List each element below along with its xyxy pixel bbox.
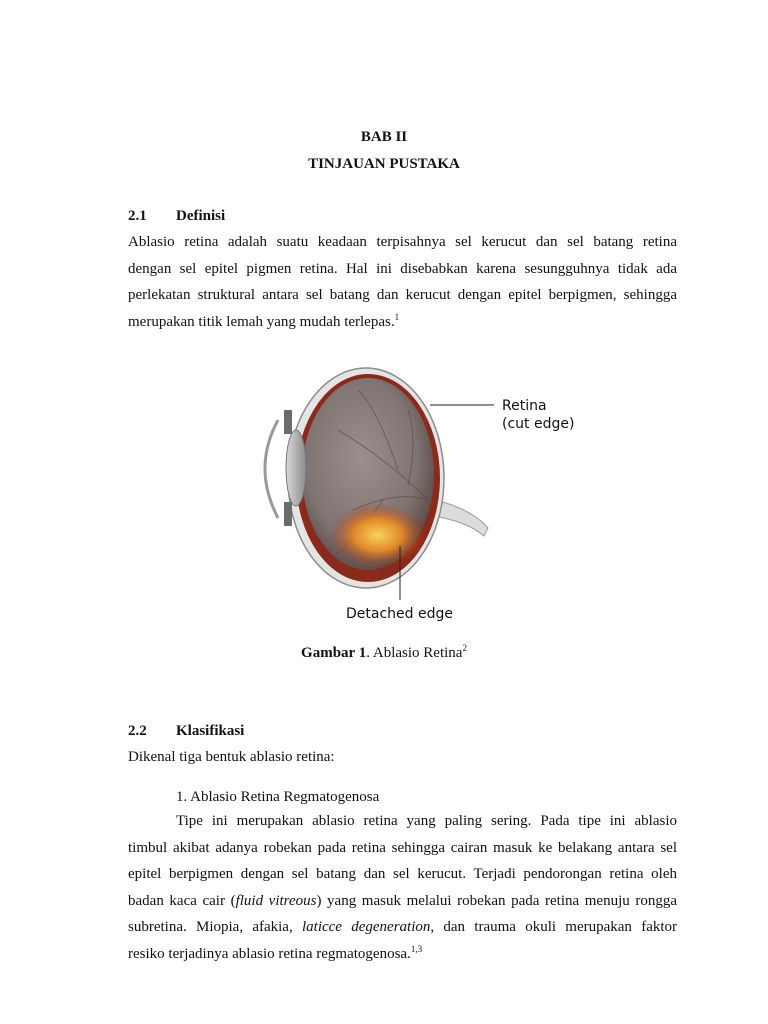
paragraph-line: epitel berpigmen dengan sel batang dan sel kerucut. Terjadi pendorongan retina oleh <box>128 866 677 882</box>
paragraph-line <box>128 914 677 941</box>
paragraph-line <box>128 941 677 968</box>
caption-label: Gambar 1 <box>301 645 367 661</box>
detached-area-shape <box>330 503 426 567</box>
cornea-shape <box>265 420 278 518</box>
eye-figure <box>258 350 588 630</box>
paragraph-line <box>128 309 677 336</box>
klasifikasi-intro <box>128 744 677 771</box>
paragraph-line: Dikenal tiga bentuk ablasio retina: <box>128 749 335 765</box>
section-heading-definisi <box>128 208 225 225</box>
section-heading-klasifikasi <box>128 723 244 740</box>
section-number: 2.2 <box>128 723 147 739</box>
definisi-paragraph <box>128 229 677 335</box>
italic-term: laticce degeneration <box>301 919 431 935</box>
section-title: Klasifikasi <box>176 723 245 739</box>
paragraph-line: Tipe ini merupakan ablasio retina yang paling sering. Pada tipe ini ablasio <box>176 813 677 829</box>
paragraph-line: timbul akibat adanya robekan pada retina sehingga cairan masuk ke belakang antara sel <box>128 839 677 856</box>
eye-illustration <box>258 350 588 630</box>
regmatogenosa-paragraph <box>128 808 677 967</box>
classification-item-1 <box>176 784 677 811</box>
paragraph-line: perlekatan struktural antara sel batang dan kerucut dengan epitel berpigmen, sehingga <box>128 287 677 303</box>
list-item: 1. Ablasio Retina Regmatogenosa <box>176 789 380 805</box>
footnote-ref: 1,3 <box>410 943 423 954</box>
paragraph-text: resiko terjadinya ablasio retina regmatogenosa. <box>128 945 411 962</box>
paragraph-line <box>128 888 677 915</box>
chapter-title: TINJAUAN PUSTAKA <box>308 156 460 172</box>
iris-lower-shape <box>284 502 292 526</box>
figure-caption <box>0 644 768 662</box>
paragraph-text: subretina. Miopia, afakia, <box>128 919 302 935</box>
paragraph-text: , dan trauma okuli merupakan faktor <box>430 919 677 935</box>
caption-text: . Ablasio Retina <box>366 645 463 661</box>
chapter-number: BAB II <box>360 129 408 145</box>
label-detached-edge: Detached edge <box>346 606 453 622</box>
paragraph-text: merupakan titik lemah yang mudah terlepas. <box>128 313 395 330</box>
section-title: Definisi <box>176 208 226 224</box>
label-cut-edge: (cut edge) <box>502 416 575 432</box>
lens-shape <box>286 430 306 506</box>
iris-upper-shape <box>284 410 292 434</box>
italic-term: fluid vitreous <box>235 892 317 909</box>
label-retina: Retina <box>502 398 547 414</box>
footnote-ref: 1 <box>394 311 400 322</box>
paragraph-text: badan kaca cair ( <box>128 892 236 909</box>
paragraph-line: Ablasio retina adalah suatu keadaan terpisahnya sel kerucut dan sel batang retina <box>128 234 677 250</box>
caption-ref: 2 <box>462 643 467 653</box>
section-number: 2.1 <box>128 208 147 224</box>
paragraph-text: ) yang masuk melalui robekan pada retina menuju rongga <box>316 892 677 909</box>
paragraph-line: dengan sel epitel pigmen retina. Hal ini disebabkan karena sesungguhnya tidak ada <box>128 260 677 277</box>
